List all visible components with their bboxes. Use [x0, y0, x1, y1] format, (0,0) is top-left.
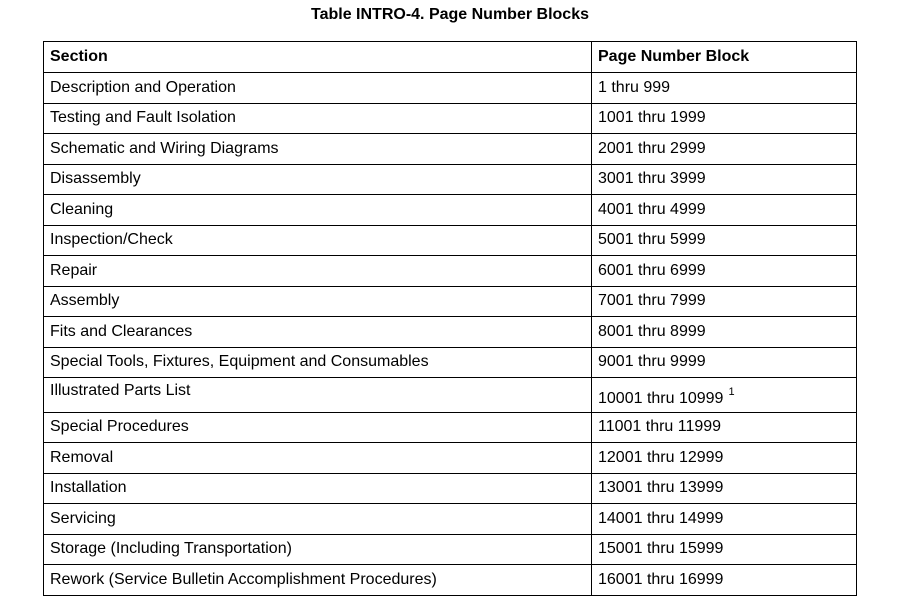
table-row — [44, 473, 857, 504]
table-header-row — [44, 42, 857, 73]
table-row — [44, 347, 857, 378]
section-cell: Removal — [44, 443, 592, 474]
page-number-block-cell — [592, 378, 857, 413]
page-number-block-value: 10001 thru 10999 — [598, 389, 724, 407]
page-number-block-cell — [592, 164, 857, 195]
section-cell: Testing and Fault Isolation — [44, 103, 592, 134]
table-row — [44, 164, 857, 195]
section-cell: Repair — [44, 256, 592, 287]
page-number-block-value: 12001 thru 12999 — [598, 448, 724, 466]
table-row — [44, 195, 857, 226]
footnote-marker: 1 — [728, 385, 735, 398]
table-row — [44, 134, 857, 165]
page-number-block-value: 15001 thru 15999 — [598, 540, 724, 558]
section-cell: Assembly — [44, 286, 592, 317]
table-title: Table INTRO-4. Page Number Blocks — [311, 6, 589, 23]
section-cell: Disassembly — [44, 164, 592, 195]
section-cell: Storage (Including Transportation) — [44, 534, 592, 565]
page-number-block-column-header: Page Number Block — [592, 42, 857, 73]
page-number-block-cell — [592, 443, 857, 474]
page-number-block-value: 7001 thru 7999 — [598, 292, 706, 310]
section-cell: Rework (Service Bulletin Accomplishment Procedures) — [44, 565, 592, 596]
section-cell: Installation — [44, 473, 592, 504]
section-cell: Illustrated Parts List — [44, 378, 592, 413]
table-row — [44, 534, 857, 565]
table-row — [44, 103, 857, 134]
page-number-block-value: 8001 thru 8999 — [598, 322, 706, 340]
page-number-block-cell — [592, 195, 857, 226]
table-row — [44, 443, 857, 474]
page-number-block-cell — [592, 134, 857, 165]
section-cell: Special Procedures — [44, 412, 592, 443]
table-row — [44, 565, 857, 596]
table-row — [44, 225, 857, 256]
page-number-block-cell — [592, 504, 857, 535]
page-number-block-cell — [592, 534, 857, 565]
table-body — [44, 73, 857, 596]
table-row — [44, 504, 857, 535]
table-row — [44, 317, 857, 348]
page-number-block-value: 14001 thru 14999 — [598, 509, 724, 527]
page-number-block-cell — [592, 473, 857, 504]
page-number-block-cell — [592, 347, 857, 378]
page-number-block-value: 3001 thru 3999 — [598, 170, 706, 188]
section-cell: Inspection/Check — [44, 225, 592, 256]
section-cell: Fits and Clearances — [44, 317, 592, 348]
page-number-block-value: 9001 thru 9999 — [598, 353, 706, 371]
page-number-block-value: 16001 thru 16999 — [598, 570, 724, 588]
page-number-block-value: 1001 thru 1999 — [598, 109, 706, 127]
section-cell: Schematic and Wiring Diagrams — [44, 134, 592, 165]
section-column-header: Section — [44, 42, 592, 73]
table-row — [44, 256, 857, 287]
page-number-block-value: 1 thru 999 — [598, 78, 671, 96]
page-number-block-cell — [592, 317, 857, 348]
page-number-block-value: 6001 thru 6999 — [598, 261, 706, 279]
page-number-block-cell — [592, 225, 857, 256]
table-row — [44, 73, 857, 104]
page-number-block-cell — [592, 565, 857, 596]
section-cell: Servicing — [44, 504, 592, 535]
page-number-block-cell — [592, 412, 857, 443]
page-number-block-cell — [592, 286, 857, 317]
page-number-blocks-table — [43, 41, 857, 596]
section-cell: Cleaning — [44, 195, 592, 226]
page-number-block-value: 5001 thru 5999 — [598, 231, 706, 249]
table-row — [44, 412, 857, 443]
section-cell: Description and Operation — [44, 73, 592, 104]
table-row — [44, 286, 857, 317]
section-cell: Special Tools, Fixtures, Equipment and Consumables — [44, 347, 592, 378]
page-number-block-value: 2001 thru 2999 — [598, 139, 706, 157]
page-number-block-value: 11001 thru 11999 — [598, 418, 722, 436]
page-number-block-cell — [592, 103, 857, 134]
page-number-block-value: 4001 thru 4999 — [598, 200, 706, 218]
page-number-block-cell — [592, 73, 857, 104]
page-number-block-value: 13001 thru 13999 — [598, 479, 724, 497]
page-number-block-cell — [592, 256, 857, 287]
table-row — [44, 378, 857, 413]
